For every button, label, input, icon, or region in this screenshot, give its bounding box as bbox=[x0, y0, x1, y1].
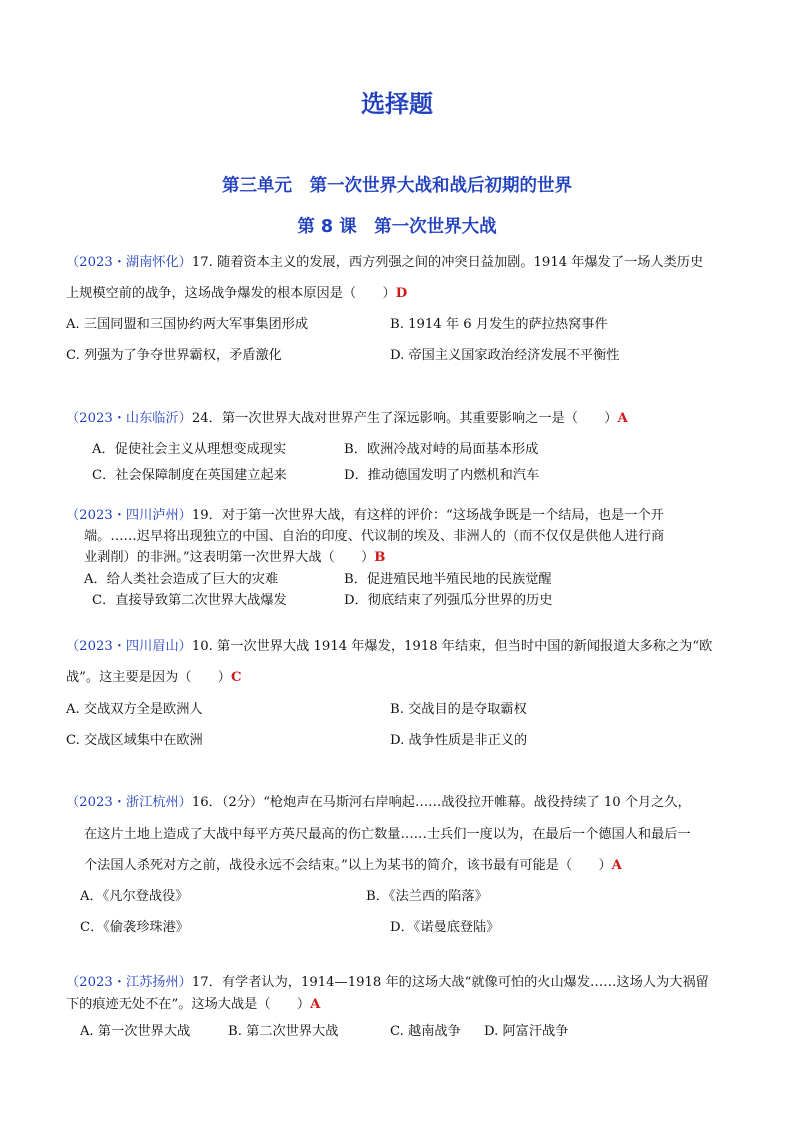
option-d: D. 战争性质是非正义的 bbox=[390, 733, 528, 748]
question-text: 24．第一次世界大战对世界产生了深远影响。其重要影响之一是（ ） bbox=[191, 411, 618, 426]
answer-key: A bbox=[611, 858, 622, 873]
question-text: 16．（2分）“枪炮声在马斯河右岸响起……战役拉开帷幕。战役持续了 10 个月之久， bbox=[191, 795, 691, 810]
question-text: 19．对于第一次世界大战，有这样的评价：“这场战争既是一个结局，也是一个开 bbox=[191, 508, 664, 523]
option-c: C．《偷袭珍珠港》 bbox=[80, 920, 189, 935]
question-line bbox=[66, 410, 628, 428]
option-b: B. 交战目的是夺取霸权 bbox=[390, 702, 527, 717]
option-d: D．彻底结束了列强瓜分世界的历史 bbox=[344, 593, 553, 608]
option-b: B. 第二次世界大战 bbox=[228, 1024, 339, 1039]
option-b: B．《法兰西的陷落》 bbox=[366, 889, 488, 904]
question-line bbox=[66, 638, 712, 656]
question-source: （2023・浙江杭州） bbox=[66, 795, 192, 810]
question-text: 个法国人杀死对方之前，战役永远不会结束。”以上为某书的简介，该书最有可能是（ ） bbox=[84, 858, 612, 873]
answer-key: C bbox=[231, 670, 242, 685]
question-source: （2023・山东临沂） bbox=[66, 411, 192, 426]
lesson-title: 第 8 课 第一次世界大战 bbox=[297, 217, 497, 237]
option-a: A. 第一次世界大战 bbox=[80, 1024, 191, 1039]
question-text: 下的痕迹无处不在”。这场大战是（ ） bbox=[66, 997, 311, 1012]
option-d: D. 帝国主义国家政治经济发展不平衡性 bbox=[390, 348, 620, 363]
option-a: A. 交战双方全是欧洲人 bbox=[66, 702, 203, 717]
option-a: A．《凡尔登战役》 bbox=[80, 889, 189, 904]
question-line bbox=[66, 669, 242, 687]
option-c: C. 列强为了争夺世界霸权，矛盾激化 bbox=[66, 348, 282, 363]
question-line bbox=[66, 254, 703, 272]
question-text: 10. 第一次世界大战 1914 年爆发，1918 年结束，但当时中国的新闻报道大多称之为“欧 bbox=[191, 639, 713, 654]
answer-key: A bbox=[617, 411, 628, 426]
option-b: B．促进殖民地半殖民地的民族觉醒 bbox=[344, 572, 552, 587]
option-b: B．欧洲冷战对峙的局面基本形成 bbox=[344, 442, 539, 457]
question-text: 战”。这主要是因为（ ） bbox=[66, 670, 231, 685]
question-line bbox=[66, 507, 664, 525]
question-text: 17. 随着资本主义的发展，西方列强之间的冲突日益加剧。1914 年爆发了一场人类历史 bbox=[191, 255, 704, 270]
option-d: D．推动德国发明了内燃机和汽车 bbox=[344, 468, 540, 483]
question-source: （2023・湖南怀化） bbox=[66, 255, 192, 270]
option-a: A．促使社会主义从理想变成现实 bbox=[92, 442, 287, 457]
question-line: 端。……迟早将出现独立的中国、自治的印度、代议制的埃及、非洲人的（而不仅仅是供他人进行商 bbox=[84, 529, 665, 544]
option-b: B. 1914 年 6 月发生的萨拉热窝事件 bbox=[390, 317, 608, 332]
option-a: A．给人类社会造成了巨大的灾难 bbox=[84, 572, 279, 587]
question-line: 在这片土地上造成了大战中每平方英尺最高的伤亡数量……士兵们一度以为，在最后一个德国人和最后一 bbox=[84, 827, 691, 842]
question-source: （2023・四川眉山） bbox=[66, 639, 192, 654]
option-c: C. 交战区域集中在欧洲 bbox=[66, 733, 203, 748]
page-title: 选择题 bbox=[361, 90, 433, 118]
question-line bbox=[66, 794, 691, 812]
question-text: 17．有学者认为，1914—1918 年的这场大战“就像可怕的火山爆发……这场人为大祸留 bbox=[191, 975, 709, 990]
answer-key: A bbox=[310, 997, 321, 1012]
question-line bbox=[84, 549, 385, 567]
option-c: C．社会保障制度在英国建立起来 bbox=[92, 468, 287, 483]
answer-key: B bbox=[374, 550, 386, 565]
unit-title: 第三单元 第一次世界大战和战后初期的世界 bbox=[222, 176, 572, 196]
question-line bbox=[66, 974, 709, 992]
question-text: 业剥削）的非洲。”这表明第一次世界大战（ ） bbox=[84, 550, 375, 565]
question-source: （2023・江苏扬州） bbox=[66, 975, 192, 990]
question-line bbox=[66, 996, 320, 1014]
question-text: 上规模空前的战争，这场战争爆发的根本原因是（ ） bbox=[66, 286, 396, 301]
question-line bbox=[66, 285, 407, 303]
option-d: D．《诺曼底登陆》 bbox=[390, 920, 500, 935]
question-line bbox=[84, 857, 622, 875]
answer-key: D bbox=[395, 286, 408, 301]
option-a: A. 三国同盟和三国协约两大军事集团形成 bbox=[66, 317, 309, 332]
option-c: C. 越南战争 bbox=[390, 1024, 461, 1039]
option-d: D. 阿富汗战争 bbox=[484, 1024, 569, 1039]
option-c: C．直接导致第二次世界大战爆发 bbox=[92, 593, 287, 608]
question-source: （2023・四川泸州） bbox=[66, 508, 192, 523]
